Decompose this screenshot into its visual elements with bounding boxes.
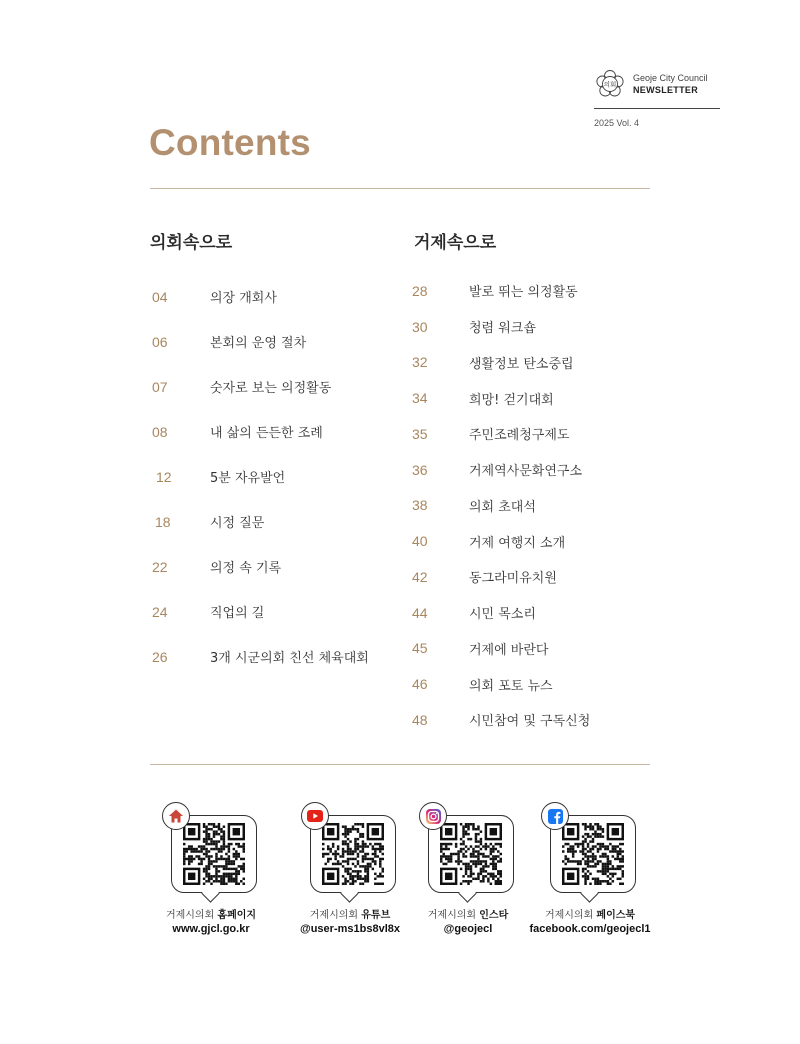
toc-page-number: 22 xyxy=(152,558,168,575)
sns-prefix: 거제시의회 xyxy=(427,910,480,921)
youtube-icon xyxy=(301,802,329,830)
toc-page-number: 26 xyxy=(152,648,168,665)
toc-entry-label: 거제 여행지 소개 xyxy=(469,535,566,551)
toc-page-number: 38 xyxy=(412,497,428,514)
sns-handle[interactable]: @user-ms1bs8vl8x xyxy=(299,923,400,935)
toc-entry-label: 숫자로 보는 의정활동 xyxy=(210,381,332,396)
bottom-divider xyxy=(150,764,650,765)
toc-item[interactable] xyxy=(412,416,662,452)
toc-list-right xyxy=(412,273,662,738)
issue-number: 2025 Vol. 4 xyxy=(594,118,640,128)
toc-page-number: 08 xyxy=(152,423,168,440)
sns-channel: 인스타 xyxy=(479,910,509,921)
toc-item[interactable] xyxy=(150,544,410,589)
toc-page-number: 34 xyxy=(412,390,428,407)
toc-page-number: 45 xyxy=(412,640,428,657)
sns-handle[interactable]: facebook.com/geojecl1 xyxy=(529,923,651,935)
toc-page-number: 40 xyxy=(412,533,428,550)
toc-page-number: 46 xyxy=(412,676,428,693)
toc-item[interactable] xyxy=(412,380,662,416)
toc-page-number: 36 xyxy=(412,461,428,478)
sns-handle[interactable]: @geojecl xyxy=(443,923,493,935)
newsletter-logo xyxy=(594,68,720,128)
toc-entry-label: 직업의 길 xyxy=(210,606,265,621)
toc-item[interactable] xyxy=(150,499,410,544)
council-emblem-icon xyxy=(594,68,626,100)
toc-item[interactable] xyxy=(150,634,410,679)
toc-item[interactable] xyxy=(150,454,410,499)
toc-item[interactable] xyxy=(412,595,662,631)
toc-entry-label: 5분 자유발언 xyxy=(210,471,286,486)
toc-entry-label: 본회의 운영 절차 xyxy=(210,336,307,351)
home-icon xyxy=(162,802,190,830)
sns-prefix: 거제시의회 xyxy=(309,910,362,921)
qr-code-facebook[interactable] xyxy=(562,823,624,885)
sns-channel: 유튜브 xyxy=(361,910,391,921)
toc-item[interactable] xyxy=(412,452,662,488)
sns-handle[interactable]: www.gjcl.go.kr xyxy=(172,923,250,935)
toc-page-number: 30 xyxy=(412,318,428,335)
toc-page-number: 42 xyxy=(412,568,428,585)
toc-entry-label: 의정 속 기록 xyxy=(210,561,282,576)
qr-code-homepage[interactable] xyxy=(183,823,245,885)
toc-item[interactable] xyxy=(412,702,662,738)
toc-page-number: 24 xyxy=(152,603,168,620)
toc-entry-label: 주민조례청구제도 xyxy=(469,428,570,444)
toc-page-number: 07 xyxy=(152,378,168,395)
brand-name: Geoje City Council xyxy=(633,73,708,83)
toc-page-number: 44 xyxy=(412,604,428,621)
toc-item[interactable] xyxy=(412,559,662,595)
sns-label xyxy=(136,906,286,921)
top-divider xyxy=(150,188,650,189)
header-divider xyxy=(594,108,720,109)
toc-entry-label: 내 삶의 든든한 조례 xyxy=(210,426,323,441)
toc-page-number: 18 xyxy=(155,513,171,530)
section-heading-right: 거제속으로 xyxy=(414,233,497,253)
toc-list-left xyxy=(150,274,410,679)
toc-entry-label: 거제에 바란다 xyxy=(469,642,549,658)
qr-code-instagram[interactable] xyxy=(440,823,502,885)
toc-page-number: 04 xyxy=(152,288,168,305)
toc-item[interactable] xyxy=(150,589,410,634)
toc-entry-label: 의장 개회사 xyxy=(210,291,277,306)
toc-entry-label: 청렴 워크숍 xyxy=(469,321,536,337)
toc-page-number: 12 xyxy=(156,468,172,485)
toc-entry-label: 희망! 걷기대회 xyxy=(469,392,554,408)
section-heading-left: 의회속으로 xyxy=(150,233,233,253)
toc-page-number: 48 xyxy=(412,711,428,728)
toc-item[interactable] xyxy=(150,409,410,454)
toc-item[interactable] xyxy=(412,666,662,702)
sns-channel: 홈페이지 xyxy=(217,910,257,921)
toc-entry-label: 시민참여 및 구독신청 xyxy=(469,714,591,730)
toc-page-number: 06 xyxy=(152,333,168,350)
toc-item[interactable] xyxy=(150,274,410,319)
sns-homepage[interactable] xyxy=(136,802,286,935)
toc-entry-label: 발로 뛰는 의정활동 xyxy=(469,285,578,301)
sns-prefix: 거제시의회 xyxy=(544,910,597,921)
toc-page-number: 32 xyxy=(412,354,428,371)
toc-entry-label: 동그라미유치원 xyxy=(469,571,557,587)
brand-subtitle: NEWSLETTER xyxy=(633,85,698,95)
toc-item[interactable] xyxy=(412,631,662,667)
toc-item[interactable] xyxy=(150,319,410,364)
toc-item[interactable] xyxy=(412,309,662,345)
facebook-icon xyxy=(541,802,569,830)
toc-item[interactable] xyxy=(412,523,662,559)
toc-item[interactable] xyxy=(412,345,662,381)
toc-entry-label: 시민 목소리 xyxy=(469,607,536,623)
toc-entry-label: 의회 초대석 xyxy=(469,499,536,515)
page-title: Contents xyxy=(149,122,311,163)
toc-item[interactable] xyxy=(412,273,662,309)
toc-entry-label: 거제역사문화연구소 xyxy=(469,464,583,480)
sns-label xyxy=(515,906,665,921)
sns-channel: 페이스북 xyxy=(596,910,636,921)
instagram-icon xyxy=(419,802,447,830)
toc-entry-label: 생활정보 탄소중립 xyxy=(469,356,574,372)
toc-entry-label: 3개 시군의회 친선 체육대회 xyxy=(210,651,369,666)
toc-entry-label: 시정 질문 xyxy=(210,516,265,531)
toc-page-number: 35 xyxy=(412,425,428,442)
toc-item[interactable] xyxy=(150,364,410,409)
toc-page-number: 28 xyxy=(412,282,428,299)
sns-facebook[interactable] xyxy=(515,802,665,935)
qr-code-youtube[interactable] xyxy=(322,823,384,885)
emblem-text: 의회 xyxy=(603,80,617,89)
toc-entry-label: 의회 포토 뉴스 xyxy=(469,678,553,694)
toc-item[interactable] xyxy=(412,488,662,524)
sns-prefix: 거제시의회 xyxy=(165,910,218,921)
